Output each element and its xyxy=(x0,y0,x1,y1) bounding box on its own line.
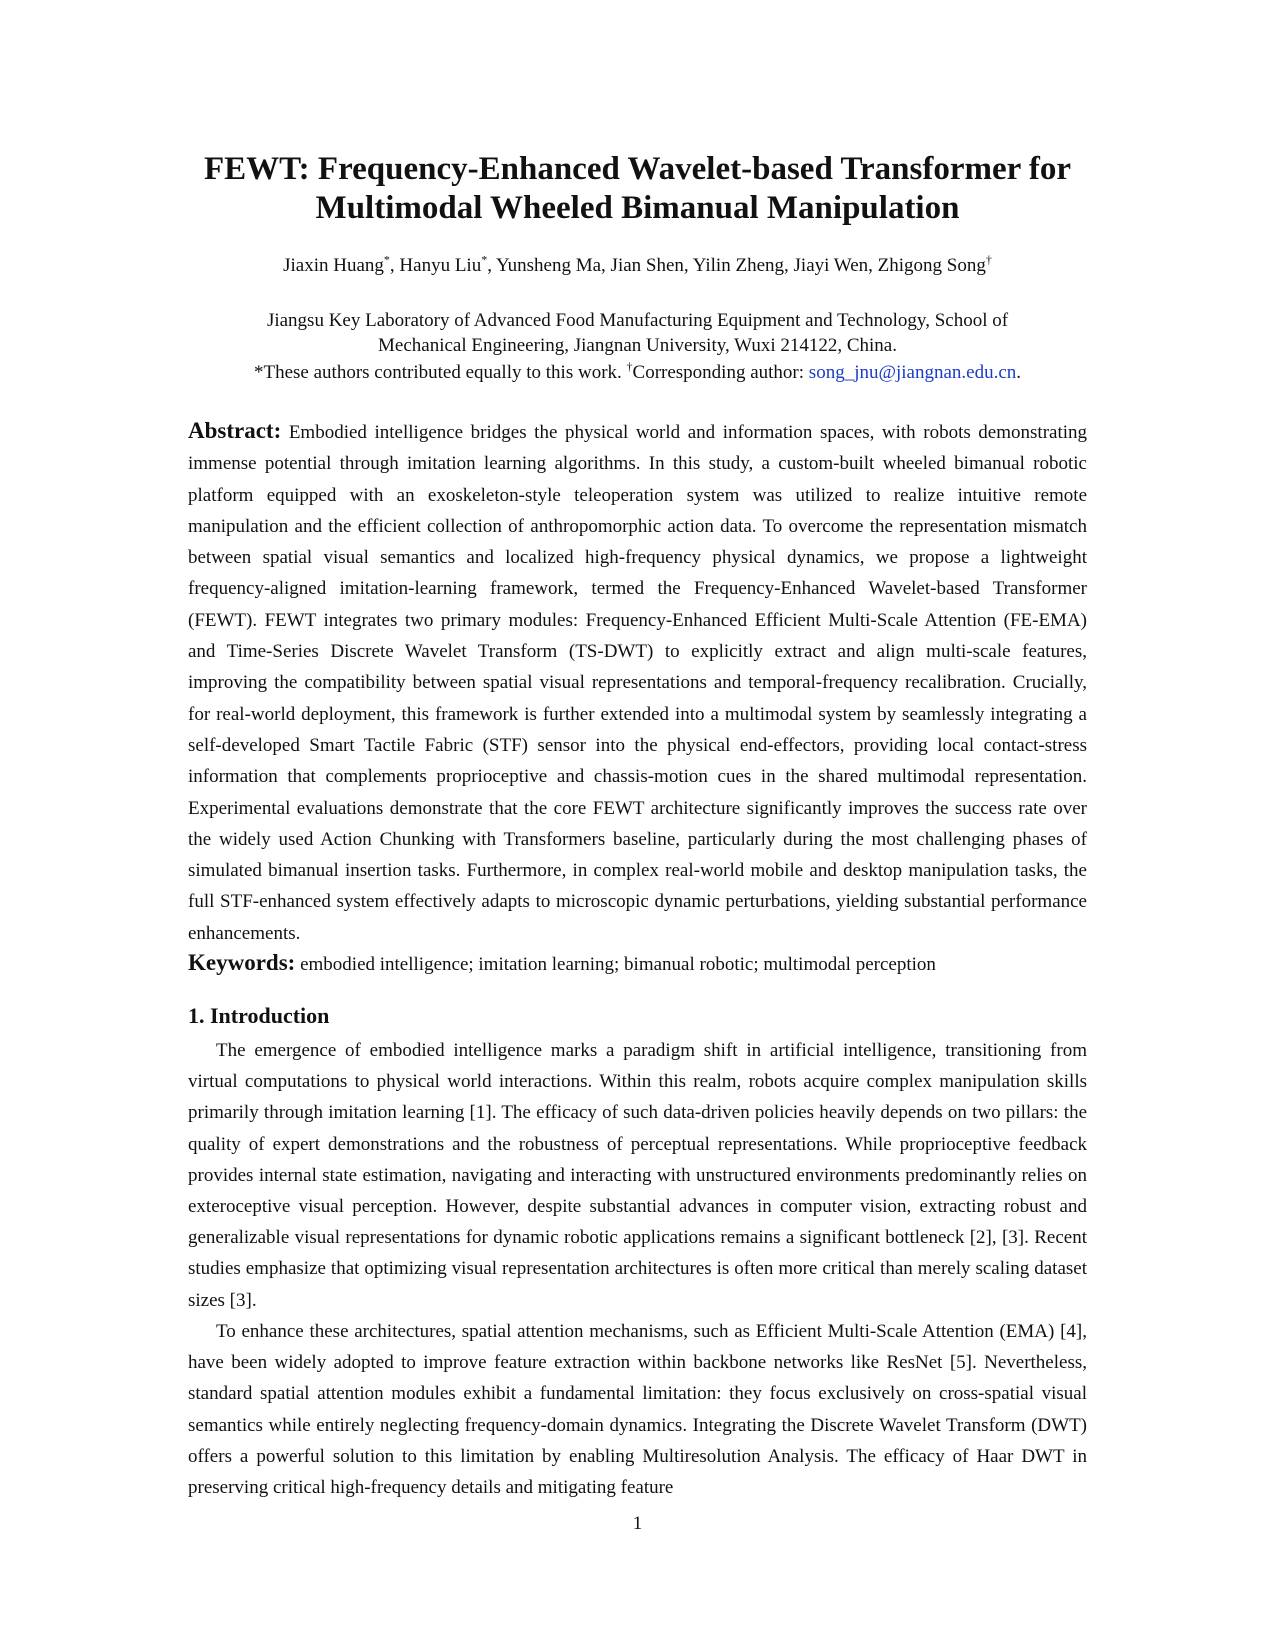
author-notes xyxy=(140,361,1135,385)
abstract-text: Embodied intelligence bridges the physical world and information spaces, with robots demonstrating immense potential through imitation learning algorithms. In this study, a custom-built wheeled bimanual robotic platform equipped with an exoskeleton-style teleoperation system was utilized to realize intuitive remote manipulation and the efficient collection of anthropomorphic action data. To overcome the representation mismatch between spatial visual semantics and localized high-frequency physical dynamics, we propose a lightweight frequency-aligned imitation-learning framework, termed the Frequency-Enhanced Wavelet-based Transformer (FEWT). FEWT integrates two primary modules: Frequency-Enhanced Efficient Multi-Scale Attention (FE-EMA) and Time-Series Discrete Wavelet Transform (TS-DWT) to explicitly extract and align multi-scale features, improving the compatibility between spatial visual representations and temporal-frequency recalibration. Crucially, for real-world deployment, this framework is further extended into a multimodal system by seamlessly integrating a self-developed Smart Tactile Fabric (STF) sensor into the physical end-effectors, providing local contact-stress information that complements proprioceptive and chassis-motion cues in the shared multimodal representation. Experimental evaluations demonstrate that the core FEWT architecture significantly improves the success rate over the widely used Action Chunking with Transformers baseline, particularly during the most challenging phases of simulated bimanual insertion tasks. Furthermore, in complex real-world mobile and desktop manipulation tasks, the full STF-enhanced system effectively adapts to microscopic dynamic perturbations, yielding substantial performance enhancements. xyxy=(188,422,1088,944)
corresponding-mark: † xyxy=(626,359,633,374)
author-name: Zhigong Song xyxy=(877,255,986,276)
author-name: Jian Shen xyxy=(610,255,684,276)
author-name: Yilin Zheng xyxy=(692,255,785,276)
affiliation xyxy=(190,308,1085,358)
equal-contribution-note: *These authors contributed equally to this work. xyxy=(253,362,622,383)
abstract-label: Abstract: xyxy=(188,418,282,443)
keywords-text: embodied intelligence; imitation learning; bimanual robotic; multimodal perception xyxy=(300,954,936,975)
keywords xyxy=(188,948,1087,980)
title-line-2: Multimodal Wheeled Bimanual Manipulation xyxy=(315,190,960,226)
author-separator: , xyxy=(389,255,400,276)
introduction-paragraph-1: The emergence of embodied intelligence marks a paradigm shift in artificial intelligence, transitioning from virtual computations to physical world interactions. Within this realm, robots acquire complex manipulation skills primarily through imitation learning [1]. The efficacy of such data-driven policies heavily depends on two pillars: the quality of expert demonstrations and the robustness of perceptual representations. While proprioceptive feedback provides internal state estimation, navigating and interacting with unstructured environments predominantly relies on exteroceptive visual perception. However, despite substantial advances in computer vision, extracting robust and generalizable visual representations for dynamic robotic applications remains a significant bottleneck [2], [3]. Recent studies emphasize that optimizing visual representation architectures is often more critical than merely scaling dataset sizes [3]. xyxy=(188,1040,1087,1311)
author-mark: * xyxy=(383,252,390,267)
author-separator: , xyxy=(784,255,794,276)
author-separator: , xyxy=(487,255,497,276)
page-number: 1 xyxy=(632,1513,643,1534)
author-mark: † xyxy=(985,252,992,267)
keywords-label: Keywords: xyxy=(188,950,296,975)
corresponding-label: Corresponding author: xyxy=(632,362,809,383)
author-name: Jiaxin Huang xyxy=(283,255,384,276)
author-separator: , xyxy=(601,255,611,276)
author-name: Hanyu Liu xyxy=(399,255,482,276)
introduction-paragraph-2: To enhance these architectures, spatial attention mechanisms, such as Efficient Multi-Scale Attention (EMA) [4], have been widely adopted to improve feature extraction within backbone networks like ResNet [5]. Nevertheless, standard spatial attention modules exhibit a fundamental limitation: they focus exclusively on cross-spatial visual semantics while entirely neglecting frequency-domain dynamics. Integrating the Discrete Wavelet Transform (DWT) offers a powerful solution to this limitation by enabling Multiresolution Analysis. The efficacy of Haar DWT in preserving critical high-frequency details and mitigating feature xyxy=(188,1321,1087,1499)
paper-title xyxy=(140,150,1135,228)
author-name: Yunsheng Ma xyxy=(496,255,602,276)
author-name: Jiayi Wen xyxy=(793,255,869,276)
abstract xyxy=(188,415,1087,949)
author-list xyxy=(140,254,1135,278)
author-separator: , xyxy=(868,255,878,276)
author-separator: , xyxy=(683,255,693,276)
affiliation-line-2: Mechanical Engineering, Jiangnan University, Wuxi 214122, China. xyxy=(378,335,897,356)
section-heading-introduction: 1. Introduction xyxy=(188,1003,330,1028)
author-mark: * xyxy=(481,252,488,267)
affiliation-line-1: Jiangsu Key Laboratory of Advanced Food Manufacturing Equipment and Technology, School of xyxy=(266,310,1009,331)
title-line-1: FEWT: Frequency-Enhanced Wavelet-based Transformer for xyxy=(203,151,1072,187)
corresponding-end: . xyxy=(1016,362,1022,383)
corresponding-email-link[interactable]: song_jnu@jiangnan.edu.cn xyxy=(808,362,1017,383)
